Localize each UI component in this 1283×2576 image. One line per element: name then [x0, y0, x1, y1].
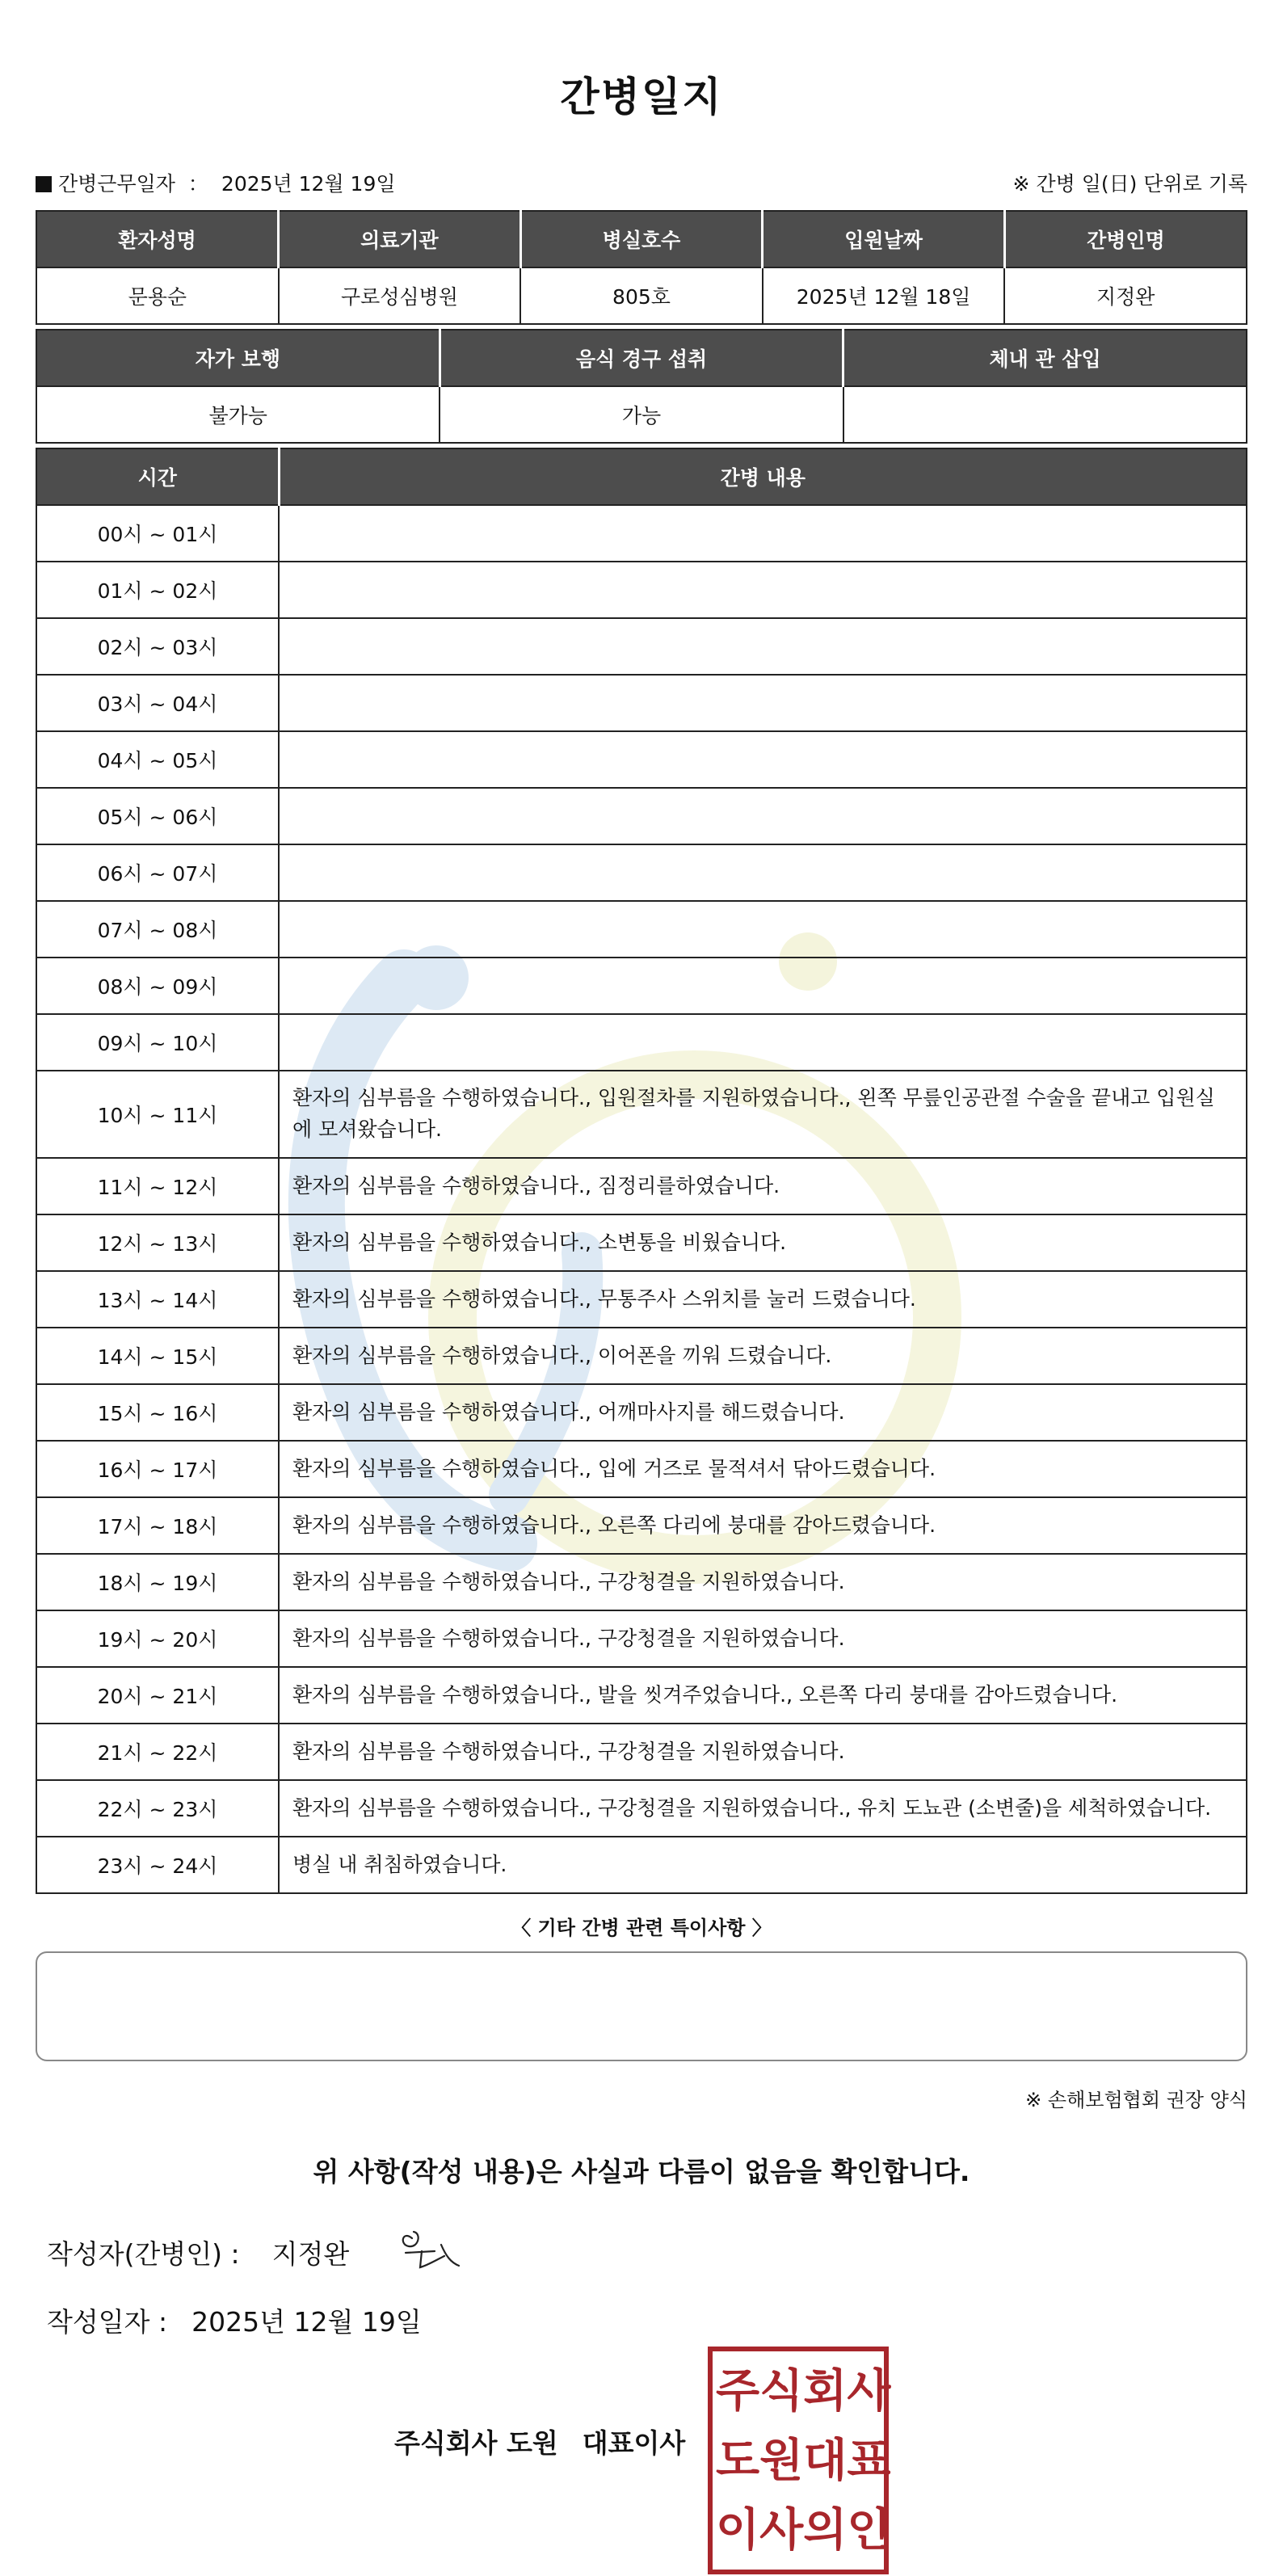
seal-character: 대 — [803, 2434, 848, 2487]
log-content: 환자의 심부름을 수행하였습니다., 발을 씻겨주었습니다., 오른쪽 다리 붕대를 감아드렸습니다. — [279, 1667, 1247, 1724]
log-content — [279, 731, 1247, 788]
log-time: 13시 ~ 14시 — [36, 1271, 279, 1328]
care-log-row — [36, 618, 1247, 675]
self-walking-value: 불가능 — [36, 386, 440, 443]
seal-character: 주 — [716, 2364, 760, 2418]
care-log-row — [36, 1271, 1247, 1328]
writer-name: 지정완 — [271, 2238, 350, 2270]
care-log-row — [36, 1497, 1247, 1554]
log-time: 08시 ~ 09시 — [36, 958, 279, 1014]
oral-intake-value: 가능 — [440, 386, 843, 443]
work-date-label: 간병근무일자 — [58, 172, 175, 196]
seal-character: 이 — [716, 2503, 760, 2557]
seal-character: 사 — [759, 2503, 804, 2557]
room-number: 805호 — [520, 267, 763, 324]
log-content: 환자의 심부름을 수행하였습니다., 무통주사 스위치를 눌러 드렸습니다. — [279, 1271, 1247, 1328]
hospital-name: 구로성심병원 — [279, 267, 521, 324]
log-content — [279, 901, 1247, 958]
signature-icon — [394, 2220, 467, 2285]
care-log-row — [36, 1780, 1247, 1837]
header-care-content: 간병 내용 — [279, 448, 1247, 505]
care-log-table — [36, 448, 1247, 1894]
care-log-row — [36, 1071, 1247, 1158]
care-log-row — [36, 675, 1247, 731]
log-time: 14시 ~ 15시 — [36, 1328, 279, 1384]
log-content — [279, 505, 1247, 562]
tube-insertion-value — [843, 386, 1247, 443]
care-log-row — [36, 844, 1247, 901]
log-time: 05시 ~ 06시 — [36, 788, 279, 844]
log-time: 12시 ~ 13시 — [36, 1214, 279, 1271]
patient-info-header-row — [36, 211, 1247, 267]
written-date-value: 2025년 12월 19일 — [191, 2306, 422, 2338]
patient-info-value-row — [36, 267, 1247, 324]
log-time: 01시 ~ 02시 — [36, 562, 279, 618]
log-time: 16시 ~ 17시 — [36, 1441, 279, 1497]
care-log-row — [36, 1837, 1247, 1893]
header-admission-date: 입원날짜 — [763, 211, 1005, 267]
log-content: 환자의 심부름을 수행하였습니다., 오른쪽 다리에 붕대를 감아드렸습니다. — [279, 1497, 1247, 1554]
care-log-row — [36, 788, 1247, 844]
log-content — [279, 958, 1247, 1014]
care-log-row — [36, 1328, 1247, 1384]
seal-character: 회 — [803, 2364, 848, 2418]
company-name: 주식회사 도원 — [394, 2427, 558, 2459]
patient-status-value-row — [36, 386, 1247, 443]
log-time: 20시 ~ 21시 — [36, 1667, 279, 1724]
care-log-row — [36, 1554, 1247, 1610]
log-content — [279, 675, 1247, 731]
work-date-line — [36, 168, 396, 197]
company-seal-stamp — [708, 2347, 889, 2574]
log-time: 00시 ~ 01시 — [36, 505, 279, 562]
log-content: 환자의 심부름을 수행하였습니다., 입원절차를 지원하였습니다., 왼쪽 무릎인공관절 수술을 끝내고 입원실에 모셔왔습니다. — [279, 1071, 1247, 1158]
seal-character: 표 — [847, 2434, 891, 2487]
care-log-row — [36, 1158, 1247, 1214]
log-time: 15시 ~ 16시 — [36, 1384, 279, 1441]
log-time: 21시 ~ 22시 — [36, 1724, 279, 1780]
header-room-number: 병실호수 — [520, 211, 763, 267]
header-hospital: 의료기관 — [279, 211, 521, 267]
care-log-header-row — [36, 448, 1247, 505]
log-time: 18시 ~ 19시 — [36, 1554, 279, 1610]
care-log-row — [36, 1441, 1247, 1497]
log-time: 06시 ~ 07시 — [36, 844, 279, 901]
patient-status-table — [36, 329, 1247, 444]
seal-character: 식 — [759, 2364, 804, 2418]
log-content: 환자의 심부름을 수행하였습니다., 구강청결을 지원하였습니다. — [279, 1724, 1247, 1780]
square-bullet-icon — [36, 176, 52, 192]
care-log-row — [36, 1724, 1247, 1780]
writer-label: 작성자(간병인) : — [47, 2238, 240, 2270]
care-log-row — [36, 562, 1247, 618]
seal-character: 원 — [759, 2434, 804, 2487]
log-content — [279, 1014, 1247, 1071]
log-content — [279, 618, 1247, 675]
header-self-walking: 자가 보행 — [36, 330, 440, 386]
seal-character: 의 — [803, 2503, 848, 2557]
caregiver-name: 지정완 — [1004, 267, 1247, 324]
log-content: 환자의 심부름을 수행하였습니다., 입에 거즈로 물적셔서 닦아드렸습니다. — [279, 1441, 1247, 1497]
care-log-row — [36, 1214, 1247, 1271]
seal-character: 인 — [847, 2503, 891, 2557]
care-log-row — [36, 1667, 1247, 1724]
header-oral-intake: 음식 경구 섭취 — [440, 330, 843, 386]
log-time: 07시 ~ 08시 — [36, 901, 279, 958]
patient-info-table — [36, 210, 1247, 325]
log-time: 17시 ~ 18시 — [36, 1497, 279, 1554]
seal-character: 도 — [716, 2434, 760, 2487]
header-tube-insertion: 체내 관 삽입 — [843, 330, 1247, 386]
work-date-colon: ： — [187, 172, 208, 196]
log-time: 19시 ~ 20시 — [36, 1610, 279, 1667]
confirmation-statement: 위 사항(작성 내용)은 사실과 다름이 없음을 확인합니다. — [313, 2156, 970, 2187]
log-content: 환자의 심부름을 수행하였습니다., 소변통을 비웠습니다. — [279, 1214, 1247, 1271]
company-line — [394, 2422, 685, 2460]
record-unit-note: ※ 간병 일(日) 단위로 기록 — [1012, 172, 1247, 196]
writer-line — [47, 2233, 349, 2271]
page-title: 간병일지 — [560, 74, 723, 120]
care-log-row — [36, 901, 1247, 958]
log-time: 22시 ~ 23시 — [36, 1780, 279, 1837]
log-time: 02시 ~ 03시 — [36, 618, 279, 675]
written-date-label: 작성일자 : — [47, 2306, 168, 2338]
log-content: 환자의 심부름을 수행하였습니다., 구강청결을 지원하였습니다., 유치 도뇨관 (소변줄)을 세척하였습니다. — [279, 1780, 1247, 1837]
log-time: 09시 ~ 10시 — [36, 1014, 279, 1071]
header-patient-name: 환자성명 — [36, 211, 279, 267]
log-content: 환자의 심부름을 수행하였습니다., 짐정리를하였습니다. — [279, 1158, 1247, 1214]
log-time: 11시 ~ 12시 — [36, 1158, 279, 1214]
patient-name: 문용순 — [36, 267, 279, 324]
work-date-value: 2025년 12월 19일 — [221, 172, 396, 196]
header-time: 시간 — [36, 448, 279, 505]
log-content — [279, 844, 1247, 901]
notes-title: 〈 기타 간병 관련 특이사항 〉 — [511, 1917, 772, 1939]
log-content: 환자의 심부름을 수행하였습니다., 구강청결을 지원하였습니다. — [279, 1610, 1247, 1667]
log-content: 환자의 심부름을 수행하였습니다., 어깨마사지를 해드렸습니다. — [279, 1384, 1247, 1441]
recommended-form-note: ※ 손해보험협회 권장 양식 — [1025, 2089, 1247, 2111]
log-content: 병실 내 취침하였습니다. — [279, 1837, 1247, 1893]
patient-status-header-row — [36, 330, 1247, 386]
header-caregiver-name: 간병인명 — [1004, 211, 1247, 267]
log-time: 10시 ~ 11시 — [36, 1071, 279, 1158]
log-content — [279, 788, 1247, 844]
care-log-body — [36, 505, 1247, 1893]
log-content: 환자의 심부름을 수행하였습니다., 이어폰을 끼워 드렸습니다. — [279, 1328, 1247, 1384]
care-log-row — [36, 505, 1247, 562]
seal-character: 사 — [847, 2364, 891, 2418]
care-log-row — [36, 958, 1247, 1014]
notes-box — [36, 1951, 1247, 2061]
representative-title: 대표이사 — [582, 2427, 686, 2459]
log-time: 04시 ~ 05시 — [36, 731, 279, 788]
care-log-row — [36, 731, 1247, 788]
log-content — [279, 562, 1247, 618]
admission-date: 2025년 12월 18일 — [763, 267, 1005, 324]
log-time: 03시 ~ 04시 — [36, 675, 279, 731]
log-content: 환자의 심부름을 수행하였습니다., 구강청결을 지원하였습니다. — [279, 1554, 1247, 1610]
care-log-row — [36, 1610, 1247, 1667]
care-log-row — [36, 1014, 1247, 1071]
written-date-line — [47, 2301, 422, 2339]
care-log-row — [36, 1384, 1247, 1441]
log-time: 23시 ~ 24시 — [36, 1837, 279, 1893]
